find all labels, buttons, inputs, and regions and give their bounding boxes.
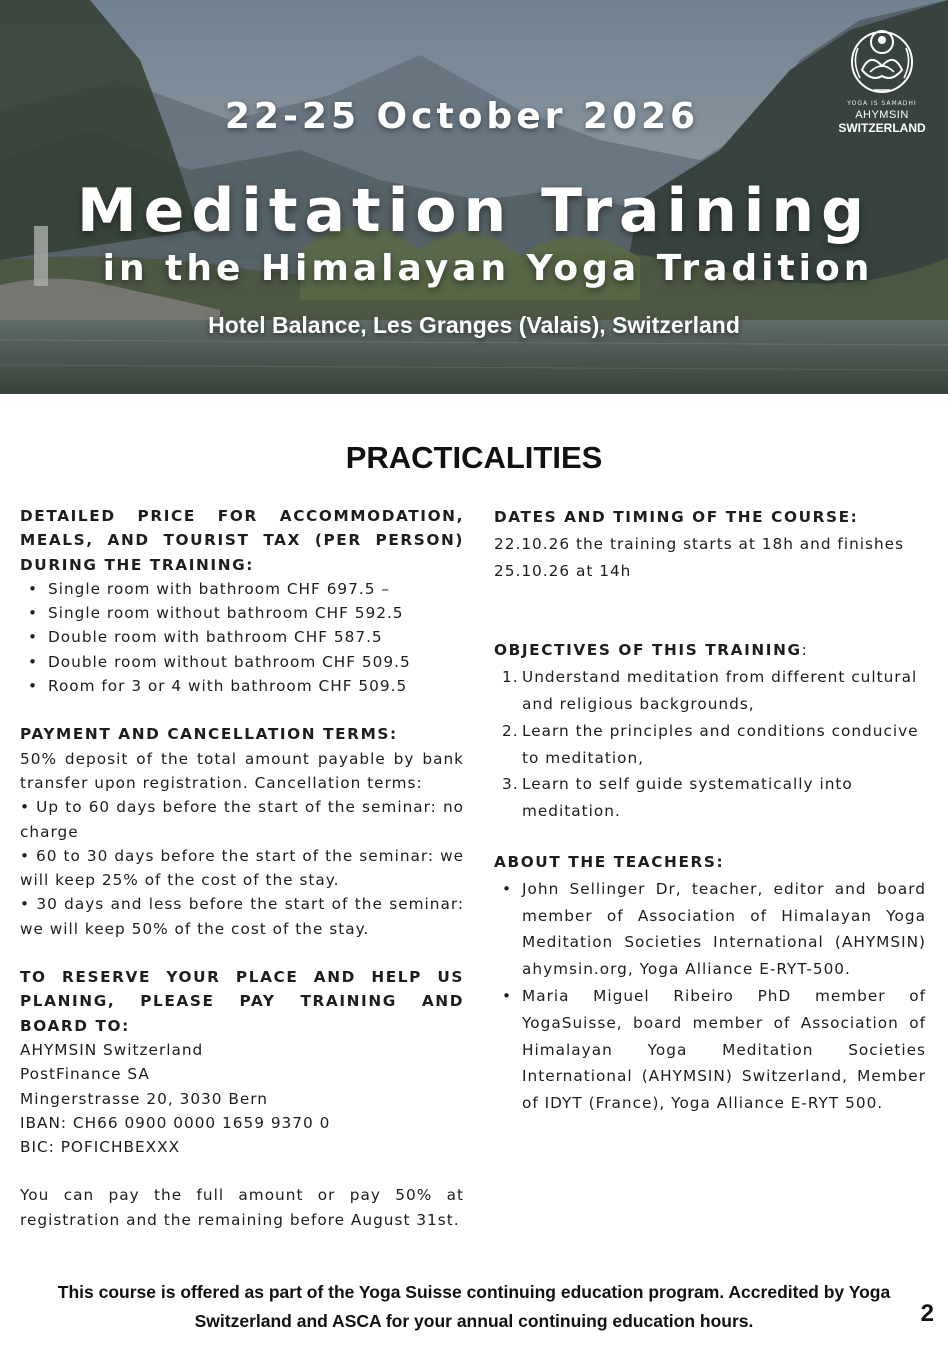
right-column	[494, 504, 926, 1117]
dates-text: 22.10.26 the training starts at 18h and finishes 25.10.26 at 14h	[494, 534, 905, 580]
bic: BIC: POFICHBEXXX	[20, 1138, 181, 1157]
page-number: 2	[920, 1300, 934, 1327]
swan-emblem-icon	[844, 22, 920, 98]
bank-line: AHYMSIN Switzerland	[20, 1040, 204, 1059]
event-date: 22-25 October 2026	[224, 96, 700, 137]
list-item: • John Sellinger Dr, teacher, editor and board member of Association of Himalayan Yoga Meditation Societies International (AHYMSIN) ahymsin.org, Yoga Alliance E-RYT-500.	[494, 876, 926, 983]
cancellation-term: • 30 days and less before the start of the seminar: we will keep 50% of the cost of the stay.	[20, 895, 464, 938]
cancellation-term: • Up to 60 days before the start of the seminar: no charge	[20, 798, 464, 841]
payment-heading: PAYMENT AND CANCELLATION TERMS:	[20, 725, 398, 744]
hero-banner	[0, 0, 948, 394]
list-item: • Single room with bathroom CHF 697.5 –	[20, 577, 464, 601]
event-subtitle: in the Himalayan Yoga Tradition	[102, 248, 874, 289]
practicalities-heading: PRACTICALITIES	[345, 440, 603, 475]
teachers-list	[494, 876, 926, 1117]
dates-heading: DATES AND TIMING OF THE COURSE:	[494, 508, 859, 526]
payment-intro: 50% deposit of the total amount payable by bank transfer upon registration. Cancellation terms:	[20, 749, 464, 792]
bank-line: Mingerstrasse 20, 3030 Bern	[20, 1089, 268, 1108]
price-list	[20, 577, 464, 698]
reserve-heading: TO RESERVE YOUR PLACE AND HELP US PLANING, PLEASE PAY TRAINING AND BOARD TO:	[20, 968, 464, 1035]
cancellation-term: • 60 to 30 days before the start of the seminar: we will keep 25% of the cost of the stay.	[20, 846, 464, 890]
list-item: • Double room with bathroom CHF 587.5	[20, 625, 464, 649]
list-item: • Single room without bathroom CHF 592.5	[20, 601, 464, 625]
event-title: Meditation Training	[76, 176, 872, 246]
price-heading: DETAILED PRICE FOR ACCOMMODATION, MEALS, AND TOURIST TAX (PER PERSON) DURING THE TRAINING:	[20, 507, 464, 574]
list-item: 2. Learn the principles and conditions conducive to meditation,	[502, 721, 919, 767]
list-item: • Room for 3 or 4 with bathroom CHF 509.5	[20, 674, 464, 698]
objectives-heading: OBJECTIVES OF THIS TRAINING	[494, 641, 802, 660]
objectives-heading-row: OBJECTIVES OF THIS TRAINING:	[494, 641, 808, 660]
list-item: 1. Understand meditation from different cultural and religious backgrounds,	[502, 668, 918, 713]
objectives-list	[494, 664, 926, 825]
list-item: • Double room without bathroom CHF 509.5	[20, 650, 464, 674]
iban: IBAN: CH66 0900 0000 1659 9370 0	[20, 1113, 331, 1132]
footer-note: This course is offered as part of the Yoga Suisse continuing education program. Accredited by Yoga Switzerland and ASCA for your annual continuing education hours.	[57, 1282, 891, 1331]
ahymsin-logo	[832, 22, 932, 135]
logo-tagline: YOGA IS SAMADHI	[847, 100, 917, 107]
logo-country: SWITZERLAND	[838, 121, 926, 135]
event-venue: Hotel Balance, Les Granges (Valais), Switzerland	[208, 312, 740, 338]
list-item: • Maria Miguel Ribeiro PhD member of YogaSuisse, board member of Association of Himalayan Yoga Meditation Societies International (AHYMSIN) Switzerland, Member of IDYT (France), Yoga Alliance E-RYT 500.	[494, 983, 926, 1117]
list-item: 3. Learn to self guide systematically into meditation.	[502, 775, 853, 821]
left-column	[20, 504, 464, 1232]
payment-note: You can pay the full amount or pay 50% at registration and the remaining before August 31st.	[20, 1186, 464, 1229]
logo-name: AHYMSIN	[855, 109, 909, 121]
bank-line: PostFinance SA	[20, 1065, 150, 1084]
teachers-heading: ABOUT THE TEACHERS:	[494, 852, 725, 871]
